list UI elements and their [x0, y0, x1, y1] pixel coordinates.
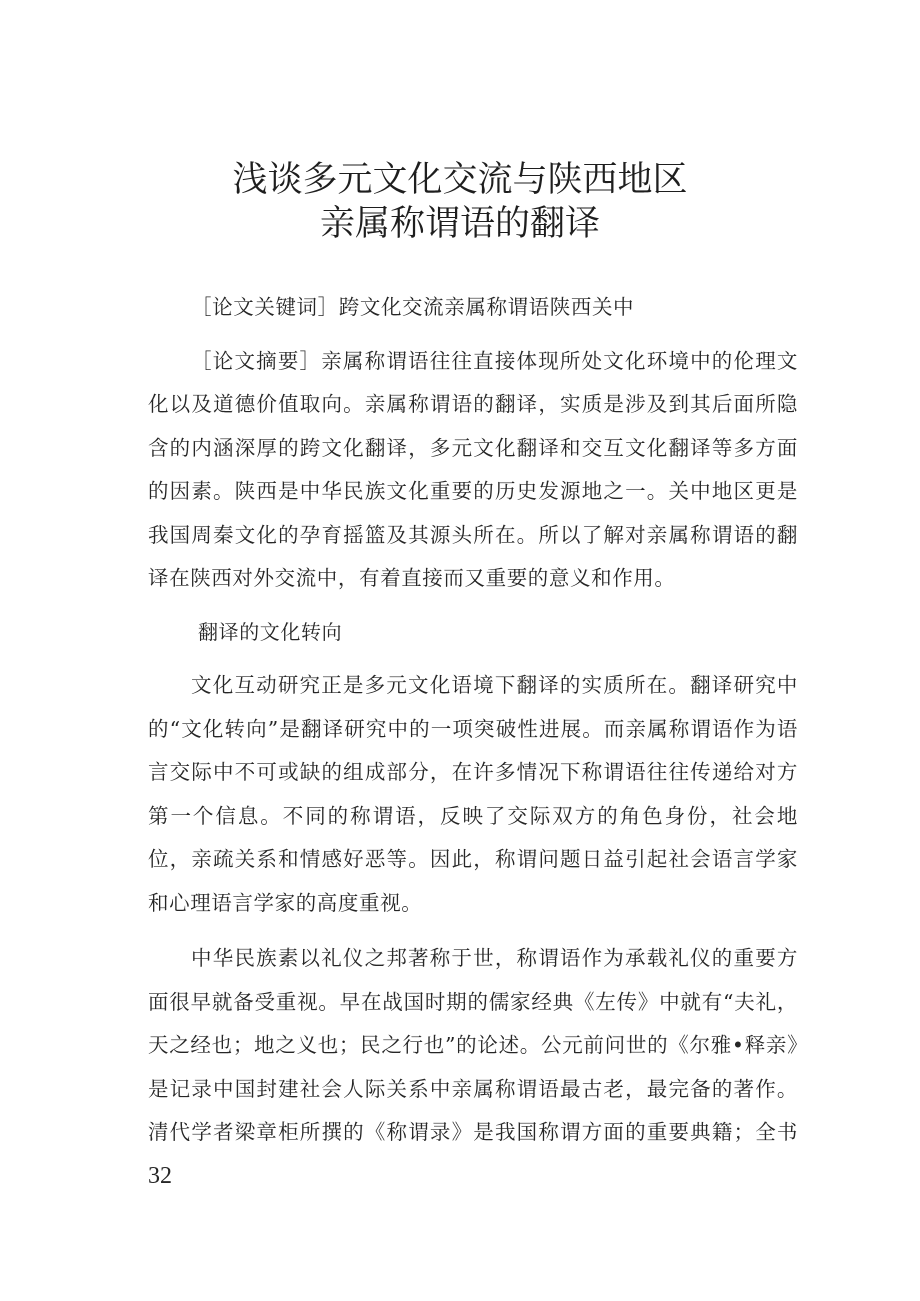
body-paragraph-1: 文化互动研究正是多元文化语境下翻译的实质所在。翻译研究中的“文化转向”是翻译研究中的一项突破性进展。而亲属称谓语作为语言交际中不可或缺的组成部分，在许多情况下称谓语往往传递给对方第一个信息。不同的称谓语，反映了交际双方的角色身份，社会地位，亲疏关系和情感好恶等。因此，称谓问题日益引起社会语言学家和心理语言学家的高度重视。: [148, 673, 798, 915]
abstract-paragraph: ［论文摘要］亲属称谓语往往直接体现所处文化环境中的伦理文化以及道德价值取向。亲属称谓语的翻译，实质是涉及到其后面所隐含的内涵深厚的跨文化翻译，多元文化翻译和交互文化翻译等多方面的因素。陕西是中华民族文化重要的历史发源地之一。关中地区更是我国周秦文化的孕育摇篮及其源头所在。所以了解对亲属称谓语的翻译在陕西对外交流中，有着直接而又重要的意义和作用。: [148, 348, 798, 590]
title-line-2: 亲属称谓语的翻译: [319, 204, 600, 244]
body-paragraph-2: [148, 937, 798, 1198]
body-paragraph-2-text: 中华民族素以礼仪之邦著称于世，称谓语作为承载礼仪的重要方面很早就备受重视。早在战国时期的儒家经典《左传》中就有“夫礼，天之经也；地之义也；民之行也”的论述。公元前问世的《尔雅•释亲》是记录中国封建社会人际关系中亲属称谓语最古老，最完备的著作。清代学者梁章柜所撰的《称谓录》是我国称谓方面的重要典籍；全书: [148, 946, 798, 1144]
page-number: 32: [148, 1162, 172, 1189]
section-heading: 翻译的文化转向: [198, 619, 343, 644]
title-line-1: 浅谈多元文化交流与陕西地区: [232, 160, 688, 200]
document-body: [148, 286, 798, 1198]
keywords-paragraph: ［论文关键词］跨文化交流亲属称谓语陕西关中: [191, 295, 635, 319]
